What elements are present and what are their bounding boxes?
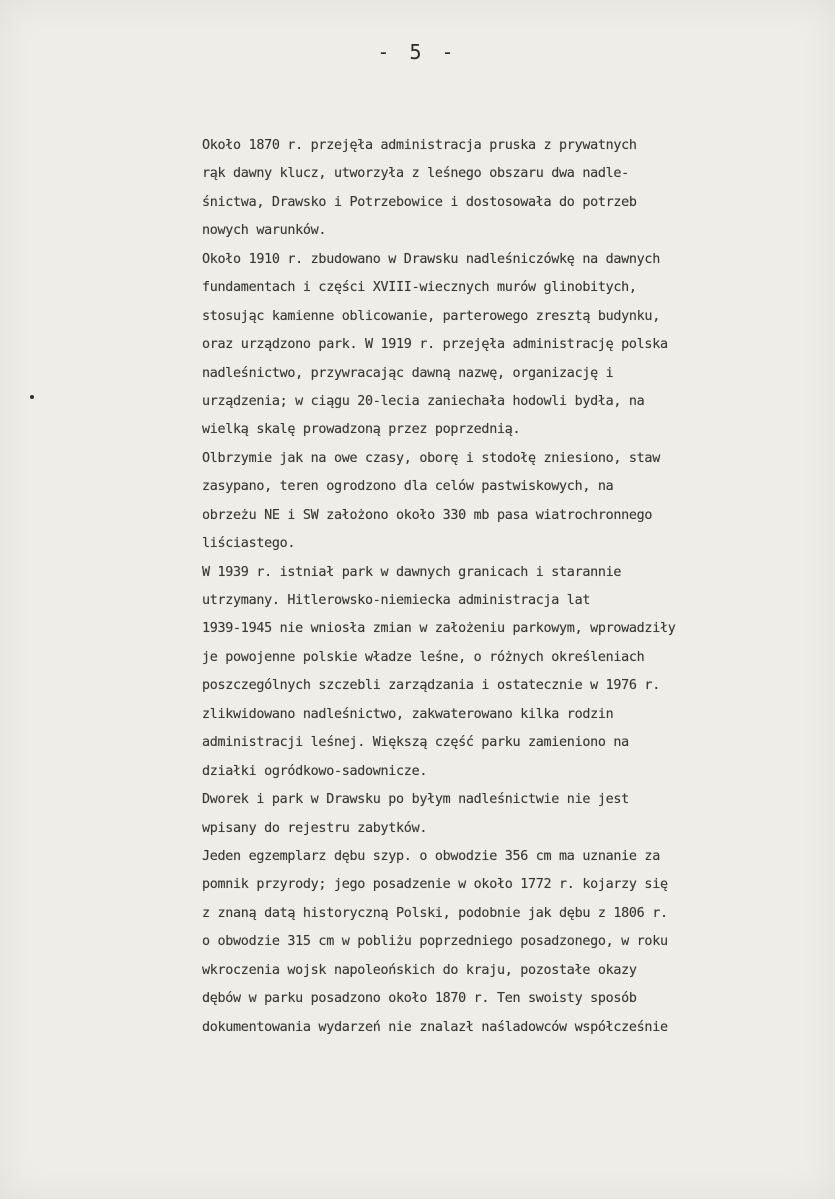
text-line: fundamentach i części XVIII-wiecznych murów glinobitych, xyxy=(202,280,637,296)
text-line: urządzenia; w ciągu 20-lecia zaniechała hodowli bydła, na xyxy=(202,393,645,409)
text-line: Jeden egzemplarz dębu szyp. o obwodzie 356 cm ma uznanie za xyxy=(202,848,660,864)
text-line: wkroczenia wojsk napoleońskich do kraju, pozostałe okazy xyxy=(202,962,637,978)
text-line: rąk dawny klucz, utworzyła z leśnego obszaru dwa nadle- xyxy=(202,166,629,182)
text-line: administracji leśnej. Większą część parku zamieniono na xyxy=(202,735,629,751)
text-line: zasypano, teren ogrodzono dla celów pastwiskowych, na xyxy=(202,479,614,495)
text-line: utrzymany. Hitlerowsko-niemiecka administracja lat xyxy=(202,593,591,608)
text-line: je powojenne polskie władze leśne, o różnych określeniach xyxy=(202,649,645,665)
text-line: nadleśnictwo, przywracając dawną nazwę, organizację i xyxy=(202,365,614,381)
text-line: zlikwidowano nadleśnictwo, zakwaterowano kilka rodzin xyxy=(202,706,614,722)
text-line: dębów w parku posadzono około 1870 r. Ten swoisty sposób xyxy=(202,991,637,1007)
text-line: Olbrzymie jak na owe czasy, oborę i stodołę zniesiono, staw xyxy=(202,450,660,466)
text-line: W 1939 r. istniał park w dawnych granicach i starannie xyxy=(202,564,622,580)
text-line: obrzeżu NE i SW założono około 330 mb pasa wiatrochronnego xyxy=(202,507,653,523)
text-line: Około 1870 r. przejęła administracja pruska z prywatnych xyxy=(202,138,637,153)
text-line: 1939-1945 nie wniosła zmian w założeniu parkowym, wprowadziły xyxy=(202,621,676,637)
text-line: wpisany do rejestru zabytków. xyxy=(202,820,428,836)
text-line: poszczególnych szczebli zarządzania i ostatecznie w 1976 r. xyxy=(202,678,660,694)
text-line: oraz urządzono park. W 1919 r. przejęła administrację polska xyxy=(202,337,668,353)
text-line: o obwodzie 315 cm w pobliżu poprzedniego posadzonego, w roku xyxy=(202,934,668,950)
body-text xyxy=(202,132,822,1042)
text-line: wielką skalę prowadzoną przez poprzednią. xyxy=(202,422,521,438)
text-line: nowych warunków. xyxy=(202,223,327,239)
text-line: pomnik przyrody; jego posadzenie w około 1772 r. kojarzy się xyxy=(202,877,668,893)
text-line: działki ogródkowo-sadownicze. xyxy=(202,763,428,779)
margin-speck xyxy=(30,395,34,399)
text-line: dokumentowania wydarzeń nie znalazł naśladowców współcześnie xyxy=(202,1019,668,1035)
text-line: Około 1910 r. zbudowano w Drawsku nadleśniczówkę na dawnych xyxy=(202,251,660,267)
page-number: - 5 - xyxy=(377,40,458,64)
text-line: śnictwa, Drawsko i Potrzebowice i dostosowała do potrzeb xyxy=(202,194,637,210)
text-line: liściastego. xyxy=(202,536,296,552)
text-line: stosując kamienne oblicowanie, parterowego zresztą budynku, xyxy=(202,308,660,324)
text-line: Dworek i park w Drawsku po byłym nadleśnictwie nie jest xyxy=(202,792,629,808)
text-line: z znaną datą historyczną Polski, podobnie jak dębu z 1806 r. xyxy=(202,905,668,921)
